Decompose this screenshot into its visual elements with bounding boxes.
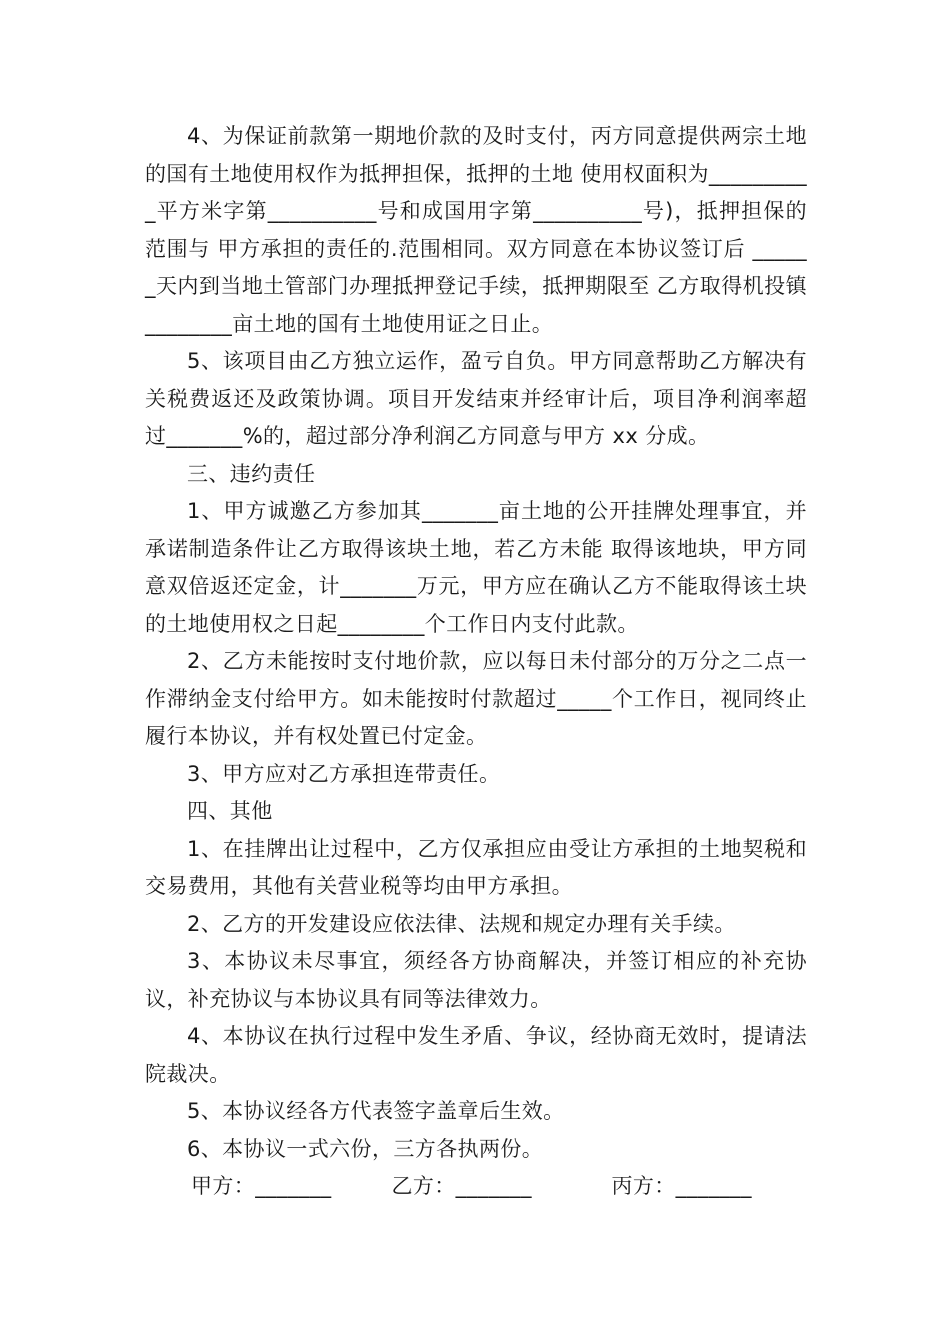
section-heading-breach: 三、违约责任 [187, 461, 316, 486]
breach-clause-2: 2、乙方未能按时支付地价款，应以每日未付部分的万分之二点一作滞纳金支付给甲方。如未能按时付款超过_____个工作日，视同终止履行本协议，并有权处置已付定金。 [145, 649, 807, 748]
other-clause-4: 4、本协议在执行过程中发生矛盾、争议，经协商无效时，提请法院裁决。 [145, 1024, 807, 1086]
signature-party-b: 乙方：_______ [391, 1174, 532, 1198]
other-clause-3: 3、本协议未尽事宜，须经各方协商解决，并签订相应的补充协议，补充协议与本协议具有同等法律效力。 [145, 949, 807, 1011]
other-clause-6: 6、本协议一式六份，三方各执两份。 [187, 1136, 544, 1161]
clause-5-profit: 5、该项目由乙方独立运作，盈亏自负。甲方同意帮助乙方解决有关税费返还及政策协调。项目开发结束并经审计后，项目净利润率超过_______%的，超过部分净利润乙方同意与甲方 xx 分成。 [145, 349, 807, 448]
signature-party-a: 甲方：_______ [191, 1174, 332, 1198]
breach-clause-1: 1、甲方诚邀乙方参加其_______亩土地的公开挂牌处理事宜，并承诺制造条件让乙方取得该块土地，若乙方未能 取得该地块，甲方同意双倍返还定金，计_______万元，甲方应在确认乙方不能取得该土块的土地使用权之日起________个工作日内支付此款。 [145, 499, 807, 636]
document-body [145, 118, 807, 1206]
other-clause-2: 2、乙方的开发建设应依法律、法规和规定办理有关手续。 [187, 911, 736, 936]
breach-clause-3: 3、甲方应对乙方承担连带责任。 [187, 761, 501, 786]
clause-4-mortgage: 4、为保证前款第一期地价款的及时支付，丙方同意提供两宗土地的国有土地使用权作为抵押担保，抵押的土地 使用权面积为__________平方米字第__________号和成国用字第__________号)，抵押担保的范围与 甲方承担的责任的.范围相同。双方同意在本协议签订后 ______天内到当地土管部门办理抵押登记手续，抵押期限至 乙方取得机投镇________亩土地的国有土地使用证之日止。 [145, 124, 807, 336]
signature-party-c: 丙方：_______ [611, 1174, 752, 1198]
other-clause-5: 5、本协议经各方代表签字盖章后生效。 [187, 1099, 565, 1123]
signature-row [145, 1168, 807, 1206]
section-heading-other: 四、其他 [187, 799, 273, 823]
other-clause-1: 1、在挂牌出让过程中，乙方仅承担应由受让方承担的土地契税和交易费用，其他有关营业税等均由甲方承担。 [145, 836, 807, 898]
